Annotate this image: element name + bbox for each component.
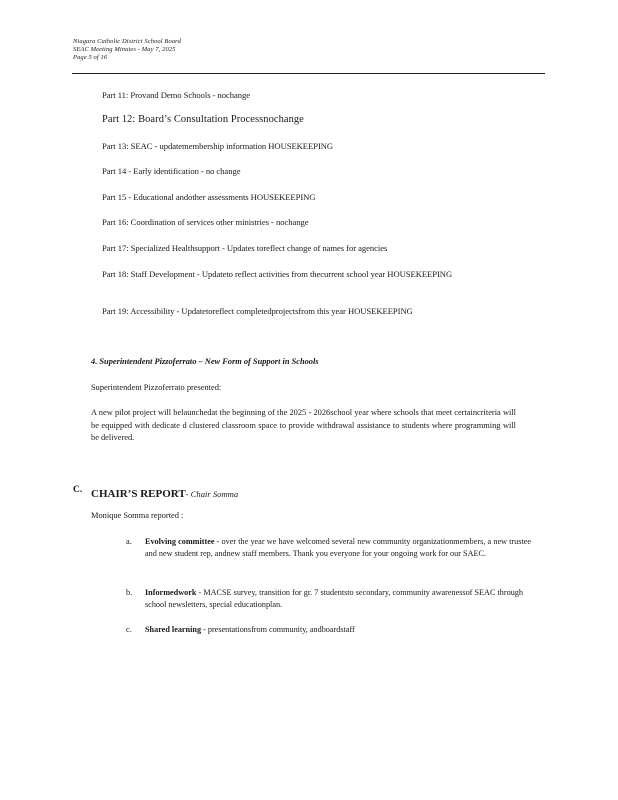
item-c-letter: c.	[126, 625, 132, 634]
item-b-text: - MACSE survey, transition for gr. 7 studentsto secondary, community awarenessof SEAC through school newsletters, special educationplan.	[145, 588, 523, 609]
part-17: Part 17: Specialized Healthsupport - Updates toreflect change of names for agencies	[102, 243, 388, 253]
item-c	[145, 624, 355, 636]
header-rule	[72, 73, 545, 74]
part-16: Part 16: Coordination of services other ministries - nochange	[102, 217, 309, 227]
part-18: Part 18: Staff Development - Updateto reflect activities from thecurrent school year HOUSEKEEPING	[102, 269, 453, 279]
section-c-heading	[91, 484, 238, 502]
item-b-title: Informedwork	[145, 588, 197, 597]
header-line-board: Niagara Catholic District School Board	[73, 38, 181, 45]
part-12: Part 12: Board’s Consultation Processnochange	[102, 114, 304, 125]
item-c-text: - presentationsfrom community, andboardstaff	[201, 625, 355, 634]
part-13: Part 13: SEAC - updatemembership information HOUSEKEEPING	[102, 141, 334, 151]
item-a-text: - over the year we have welcomed several new community organizationmembers, a new trustee and new student rep, andnew staff members. Thank you everyone for your ongoing work for our SAEC.	[145, 537, 531, 558]
item-b	[145, 587, 523, 611]
header-line-meeting: SEAC Meeting Minutes - May 7, 2025	[73, 46, 176, 53]
section-4-heading: 4. Superintendent Pizzoferrato – New Form of Support in Schools	[91, 357, 319, 366]
part-19: Part 19: Accessibility - Updatetoreflect completedprojectsfrom this year HOUSEKEEPING	[102, 306, 413, 316]
part-14: Part 14 - Early identification - no change	[102, 166, 241, 176]
section-4-presenter: Superintendent Pizzoferrato presented:	[91, 383, 222, 392]
item-a-letter: a.	[126, 537, 132, 546]
item-a-title: Evolving committee	[145, 537, 215, 546]
item-c-title: Shared learning	[145, 625, 202, 634]
section-4-paragraph: A new pilot project will belaunchedat the beginning of the 2025 - 2026school year where schools that meet certaincriteria will be equipped with dedicate d clustered classroom space to provide withdrawal assistance to students where programming will be delivered.	[91, 408, 516, 442]
chair-report-title: CHAIR’S REPORT	[91, 488, 186, 500]
chair-report-subtitle: - Chair Somma	[185, 489, 239, 499]
chair-reporter: Monique Somma reported :	[91, 511, 184, 520]
header-line-page: Page 5 of 16	[73, 54, 108, 61]
item-a	[145, 536, 531, 560]
part-11: Part 11: Provand Demo Schools - nochange	[102, 90, 251, 100]
part-15: Part 15 - Educational andother assessments HOUSEKEEPING	[102, 192, 316, 202]
item-b-letter: b.	[126, 588, 133, 597]
section-c-letter: C.	[73, 485, 83, 495]
